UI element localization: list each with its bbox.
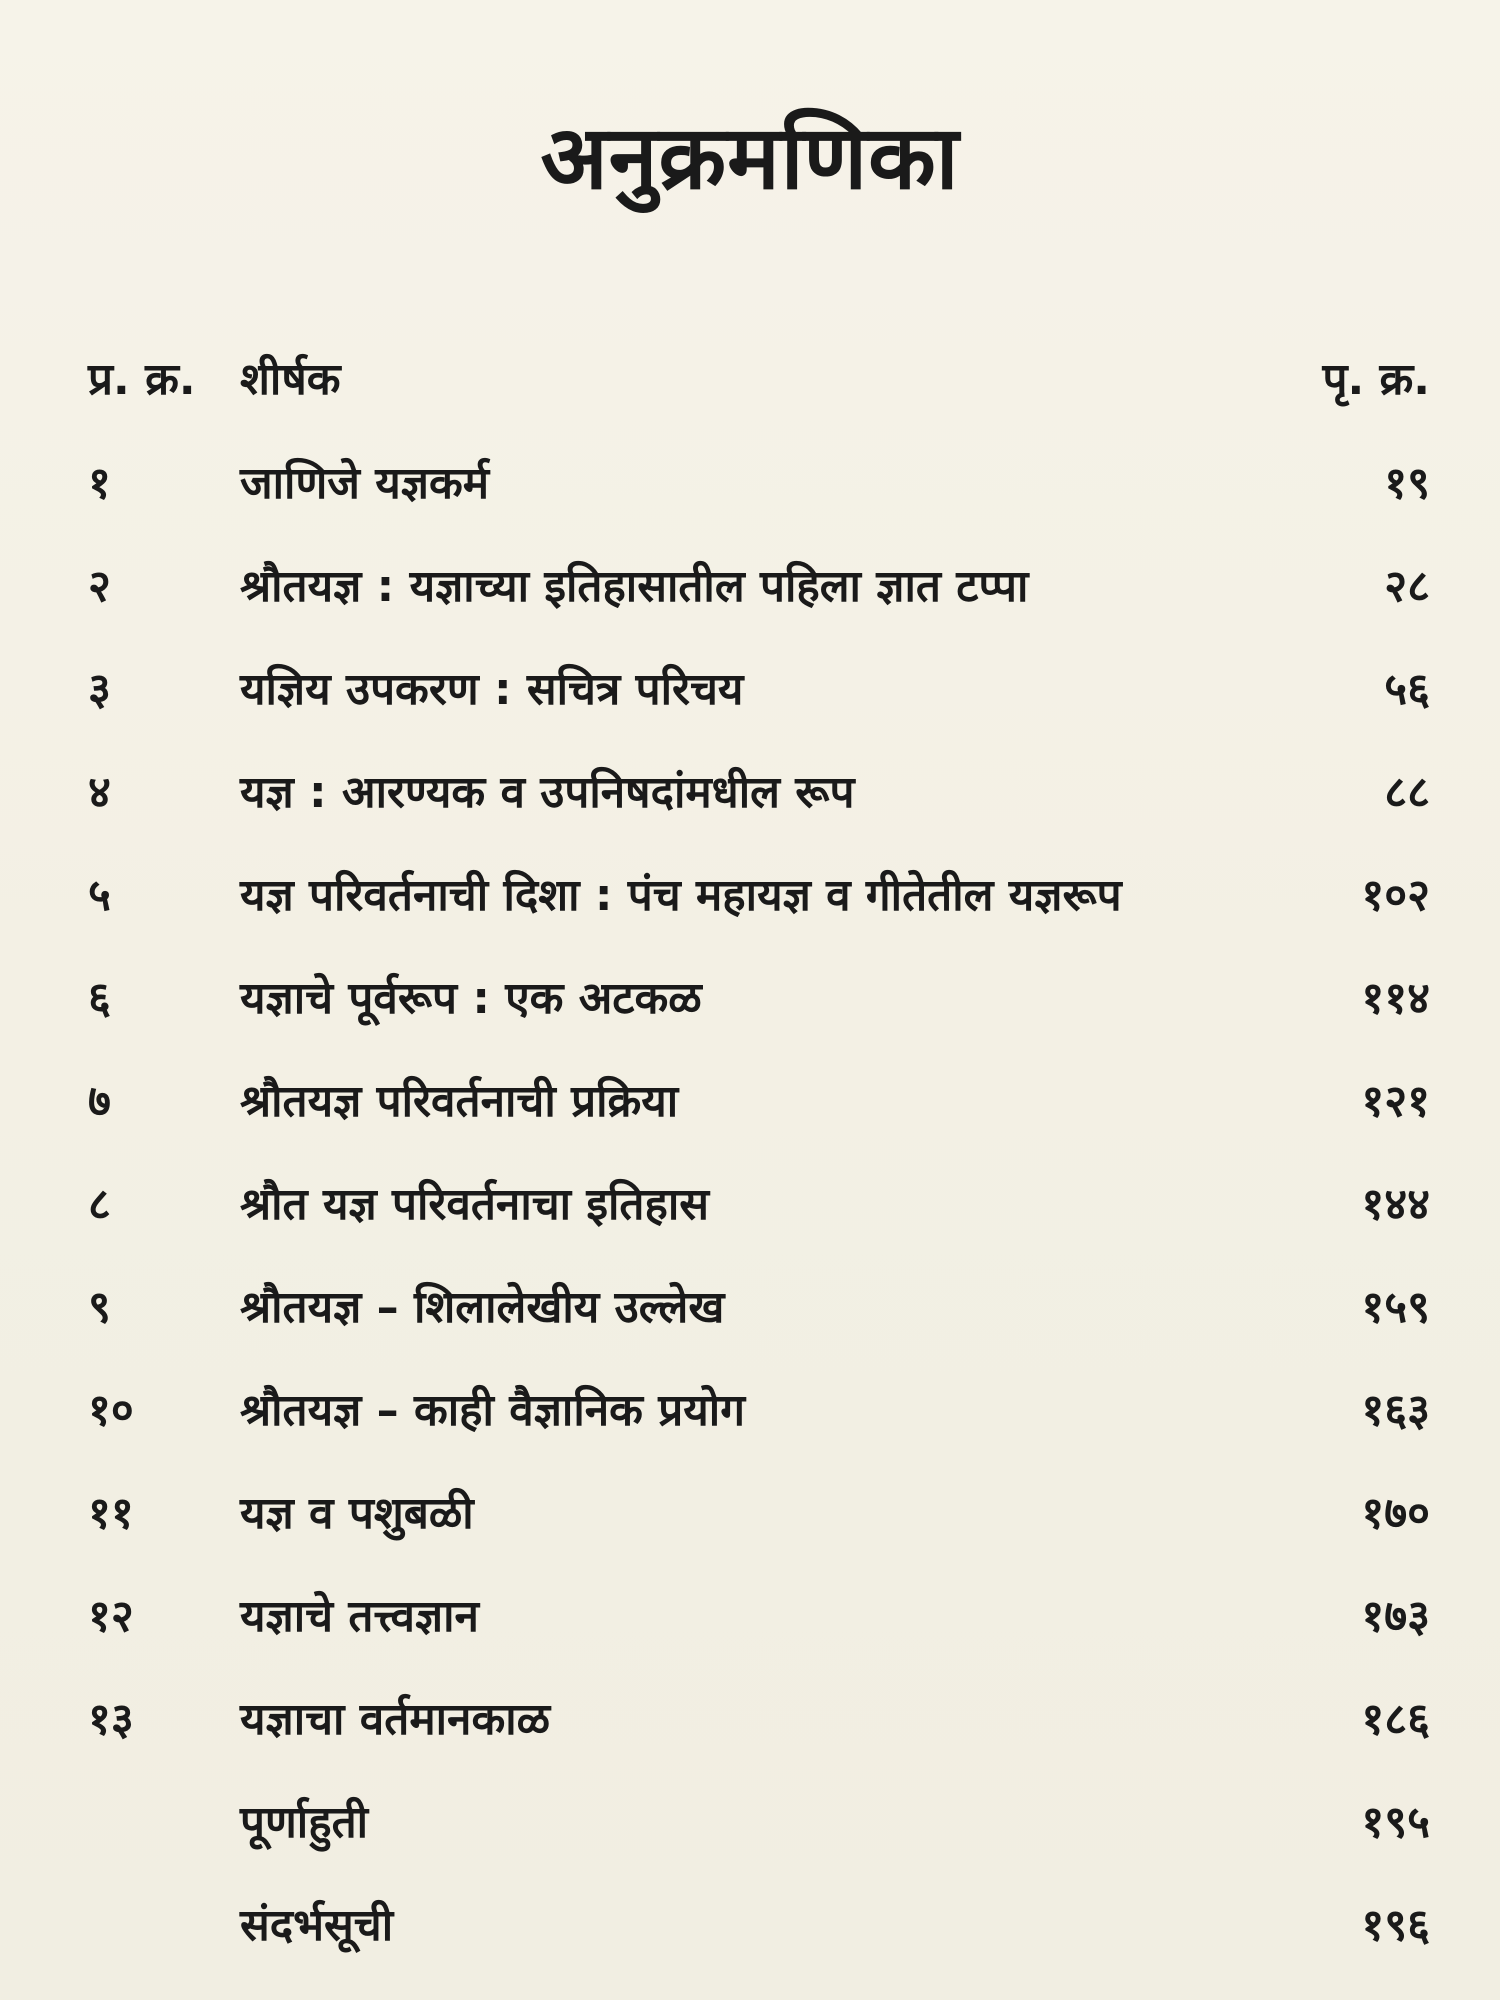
entry-title: पूर्णाहुती <box>240 1797 369 1848</box>
entry-number: ९ <box>88 1282 111 1333</box>
toc-entry <box>0 1050 1500 1153</box>
entry-page: २८ <box>1384 561 1430 612</box>
toc-entry <box>0 1462 1500 1565</box>
entry-page: १४४ <box>1361 1179 1430 1230</box>
entry-number: १२ <box>88 1591 134 1642</box>
toc-entry <box>0 1565 1500 1668</box>
entry-title: श्रौत यज्ञ परिवर्तनाचा इतिहास <box>240 1179 709 1230</box>
entry-page: १७० <box>1361 1488 1430 1539</box>
entry-number: ६ <box>88 973 111 1024</box>
toc-header <box>0 345 1500 415</box>
toc-entry <box>0 1874 1500 1977</box>
entry-number: १३ <box>88 1694 134 1745</box>
toc-list <box>0 432 1500 1977</box>
entry-title: संदर्भसूची <box>240 1900 394 1951</box>
entry-number: ५ <box>88 870 111 921</box>
entry-number: ३ <box>88 664 111 715</box>
toc-entry <box>0 844 1500 947</box>
entry-page: १२१ <box>1361 1076 1430 1127</box>
entry-title: श्रौतयज्ञ : यज्ञाच्या इतिहासातील पहिला ज्ञात टप्पा <box>240 561 1029 612</box>
toc-entry <box>0 535 1500 638</box>
entry-number: १ <box>88 458 111 509</box>
toc-entry <box>0 1771 1500 1874</box>
entry-page: १६३ <box>1361 1385 1430 1436</box>
entry-title: यज्ञ व पशुबळी <box>240 1488 474 1539</box>
toc-entry <box>0 1153 1500 1256</box>
entry-title: यज्ञिय उपकरण : सचित्र परिचय <box>240 664 744 715</box>
header-number: प्र. क्र. <box>88 354 196 405</box>
header-heading: शीर्षक <box>240 354 341 405</box>
entry-title: श्रौतयज्ञ – शिलालेखीय उल्लेख <box>240 1282 725 1333</box>
toc-entry <box>0 1359 1500 1462</box>
entry-page: १८६ <box>1361 1694 1430 1745</box>
entry-page: ११४ <box>1361 973 1430 1024</box>
entry-page: ८८ <box>1384 767 1430 818</box>
entry-number: १० <box>88 1385 134 1436</box>
entry-page: ५६ <box>1384 664 1430 715</box>
entry-page: १७३ <box>1361 1591 1430 1642</box>
header-page: पृ. क्र. <box>1322 354 1430 405</box>
toc-entry <box>0 741 1500 844</box>
entry-number: २ <box>88 561 111 612</box>
entry-title: यज्ञाचा वर्तमानकाळ <box>240 1694 551 1745</box>
entry-title: जाणिजे यज्ञकर्म <box>240 458 490 509</box>
entry-page: १०२ <box>1361 870 1430 921</box>
entry-number: ११ <box>88 1488 134 1539</box>
toc-entry <box>0 432 1500 535</box>
entry-page: १५९ <box>1361 1282 1430 1333</box>
entry-page: १९५ <box>1361 1797 1430 1848</box>
entry-page: १९६ <box>1361 1900 1430 1951</box>
entry-title: श्रौतयज्ञ परिवर्तनाची प्रक्रिया <box>240 1076 679 1127</box>
toc-entry <box>0 1256 1500 1359</box>
entry-number: ४ <box>88 767 111 818</box>
page-title: अनुक्रमणिका <box>540 106 960 209</box>
entry-title: यज्ञ परिवर्तनाची दिशा : पंच महायज्ञ व गीतेतील यज्ञरूप <box>240 870 1122 921</box>
entry-page: १९ <box>1384 458 1430 509</box>
toc-entry <box>0 638 1500 741</box>
entry-title: श्रौतयज्ञ – काही वैज्ञानिक प्रयोग <box>240 1385 745 1436</box>
toc-entry <box>0 947 1500 1050</box>
entry-title: यज्ञाचे पूर्वरूप : एक अटकळ <box>240 973 702 1024</box>
toc-entry <box>0 1668 1500 1771</box>
entry-title: यज्ञ : आरण्यक व उपनिषदांमधील रूप <box>240 767 855 818</box>
entry-title: यज्ञाचे तत्त्वज्ञान <box>240 1591 479 1642</box>
entry-number: ८ <box>88 1179 111 1230</box>
entry-number: ७ <box>88 1076 111 1127</box>
